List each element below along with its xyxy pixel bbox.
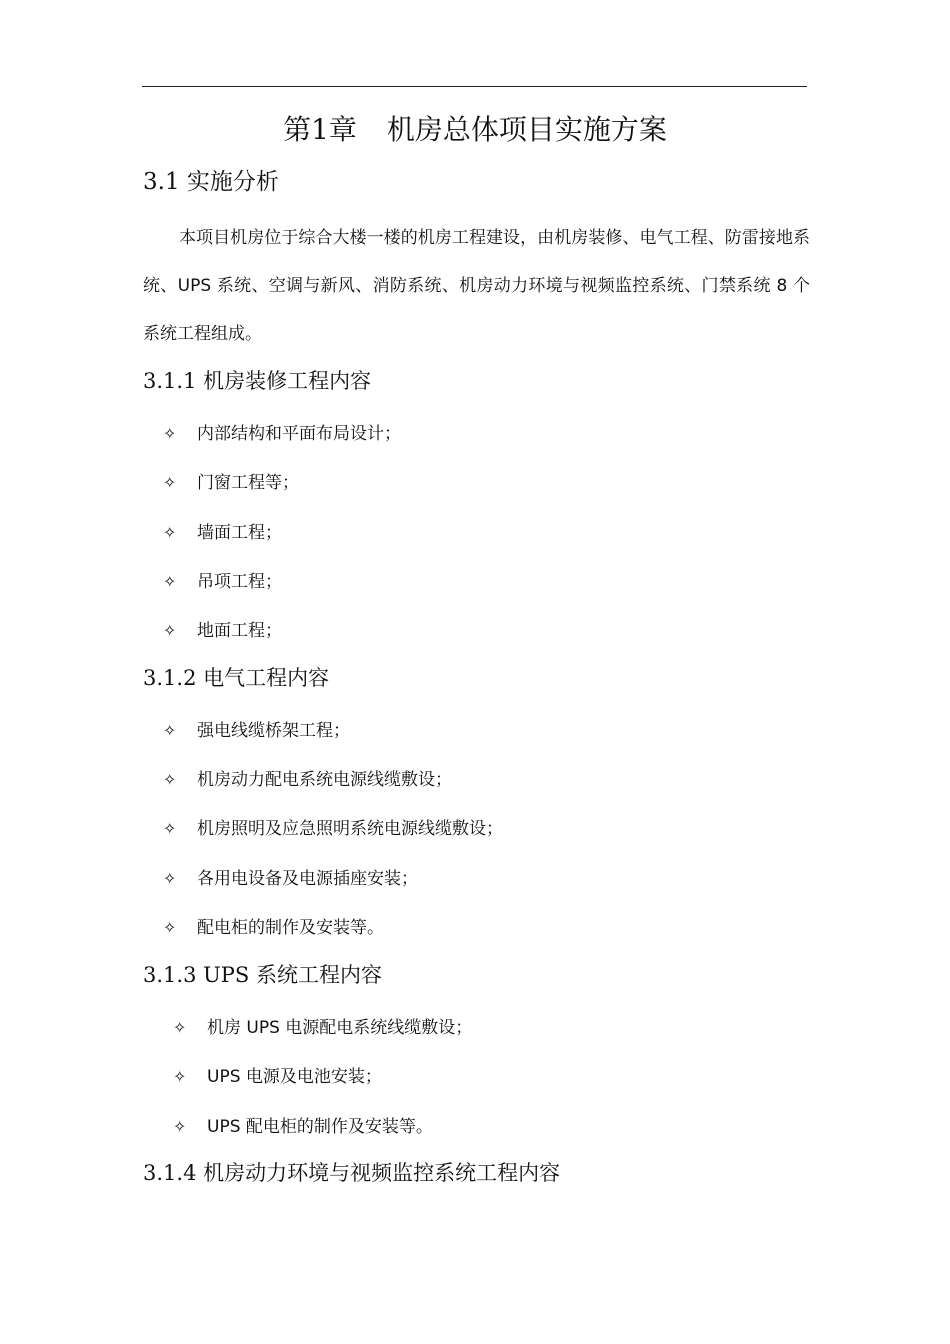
list-item xyxy=(163,816,503,842)
bullet-diamond-icon: ✧ xyxy=(173,1117,187,1136)
subsection-heading: 3.1.1 机房装修工程内容 xyxy=(143,369,372,393)
list-item-text: 墙面工程； xyxy=(197,523,282,543)
list-item xyxy=(163,767,452,793)
list-item-text: 配电柜的制作及安装等。 xyxy=(197,918,384,938)
list-item xyxy=(163,470,299,496)
list-item-text: 强电线缆桥架工程； xyxy=(197,721,350,741)
list-item xyxy=(173,1015,472,1041)
bullet-diamond-icon: ✧ xyxy=(163,572,177,591)
list-item xyxy=(173,1114,433,1140)
list-item xyxy=(163,718,350,744)
list-item xyxy=(163,866,418,892)
bullet-diamond-icon: ✧ xyxy=(163,721,177,740)
bullet-diamond-icon: ✧ xyxy=(163,819,177,838)
bullet-diamond-icon: ✧ xyxy=(163,869,177,888)
list-item-text: 各用电设备及电源插座安装； xyxy=(197,869,418,889)
bullet-diamond-icon: ✧ xyxy=(163,770,177,789)
chapter-title xyxy=(0,110,950,150)
subsection-heading: 3.1.4 机房动力环境与视频监控系统工程内容 xyxy=(143,1161,561,1185)
list-item-text: 门窗工程等； xyxy=(197,473,299,493)
bullet-diamond-icon: ✧ xyxy=(173,1067,187,1086)
bullet-diamond-icon: ✧ xyxy=(173,1018,187,1037)
list-item xyxy=(163,421,401,447)
bullet-diamond-icon: ✧ xyxy=(163,621,177,640)
chapter-title-text: 机房总体项目实施方案 xyxy=(386,113,667,146)
list-item-text: UPS 电源及电池安装； xyxy=(207,1067,382,1087)
bullet-diamond-icon: ✧ xyxy=(163,918,177,937)
list-item-text: UPS 配电柜的制作及安装等。 xyxy=(207,1117,433,1137)
section-heading: 3.1 实施分析 xyxy=(143,169,279,195)
list-item xyxy=(163,520,282,546)
list-item-text: 地面工程； xyxy=(197,621,282,641)
subsection-heading: 3.1.2 电气工程内容 xyxy=(143,666,330,690)
list-item xyxy=(163,569,282,595)
list-item-text: 机房照明及应急照明系统电源线缆敷设； xyxy=(197,819,503,839)
header-rule xyxy=(142,86,807,87)
intro-paragraph: 本项目机房位于综合大楼一楼的机房工程建设，由机房装修、电气工程、防雷接地系统、UPS 系统、空调与新风、消防系统、机房动力环境与视频监控系统、门禁系统 8 个系统工程组成。 xyxy=(143,228,810,344)
list-item xyxy=(163,915,384,941)
list-item xyxy=(173,1064,382,1090)
bullet-diamond-icon: ✧ xyxy=(163,473,177,492)
list-item xyxy=(163,618,282,644)
list-item-text: 吊项工程； xyxy=(197,572,282,592)
bullet-diamond-icon: ✧ xyxy=(163,523,177,542)
list-item-text: 机房动力配电系统电源线缆敷设； xyxy=(197,770,452,790)
list-item-text: 内部结构和平面布局设计； xyxy=(197,424,401,444)
chapter-number: 第1章 xyxy=(283,113,357,146)
list-item-text: 机房 UPS 电源配电系统线缆敷设； xyxy=(207,1018,473,1038)
subsection-heading: 3.1.3 UPS 系统工程内容 xyxy=(143,963,382,987)
bullet-diamond-icon: ✧ xyxy=(163,424,177,443)
